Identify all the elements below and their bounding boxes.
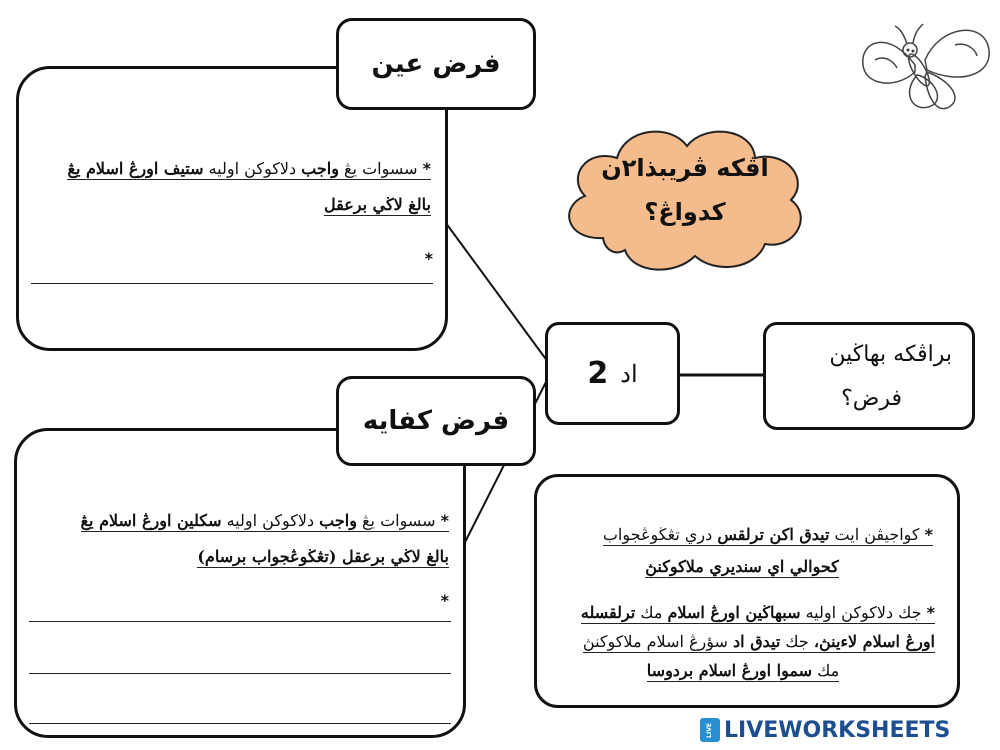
kifayah-def-b3: بالغ لاڬي برعقل (تڠڬوڠجواب برسام)	[197, 547, 449, 566]
ain-def-b3: بالغ لاڬي برعقل	[324, 195, 431, 214]
info2-b4: تيدق اد	[733, 632, 781, 651]
info2-b3: اورڠ اسلام لاءينڽ،	[813, 632, 935, 651]
info1-star: *	[924, 525, 933, 544]
question-line2: فرض؟	[841, 386, 902, 411]
fardu-ain-title: فرض عين	[336, 18, 536, 110]
question-line1: براڤكه بهاڬين	[829, 342, 952, 367]
ain-def-b1: واجب	[301, 159, 339, 178]
info-item-1	[551, 523, 933, 579]
ain-answer-line[interactable]	[31, 283, 433, 284]
kifayah-def-p2: دلاكوكن اوليه	[221, 511, 320, 530]
ain-def-p1: سسوات يڠ	[338, 159, 423, 178]
info2-b5: سموا اورڠ اسلام بردوسا	[646, 661, 813, 680]
fardu-ain-definition	[35, 157, 431, 217]
fardu-kifayah-panel	[14, 428, 466, 738]
kifayah-def-b2: سكلين اورڠ اسلام يڠ	[80, 511, 222, 530]
ain-def-b2: ستيف اورڠ اسلام يڠ	[67, 159, 204, 178]
center-prefix: اد	[620, 359, 638, 388]
center-count-box	[545, 322, 680, 425]
info2-p3: جك	[780, 632, 814, 651]
info2-b2: ترلقسله	[580, 603, 636, 622]
connector-ain	[440, 215, 548, 362]
kifayah-example-star: *	[440, 591, 449, 610]
ain-def-p2: دلاكوكن اوليه	[203, 159, 302, 178]
kifayah-answer-line-3[interactable]	[29, 723, 451, 724]
info1-b2: كحوالي اي سنديري ملاكوكنڽ	[645, 557, 839, 576]
kifayah-answer-line-1[interactable]	[29, 621, 451, 622]
liveworksheets-brand[interactable]	[700, 716, 950, 744]
center-number: 2	[587, 356, 609, 391]
info1-p1: كواجيڤن ايت	[829, 525, 925, 544]
ain-def-star: *	[422, 159, 431, 178]
kifayah-def-b1: واجب	[319, 511, 357, 530]
butterfly-icon	[855, 20, 995, 115]
info2-p1: جك دلاكوكن اوليه	[800, 603, 927, 622]
info2-p5: مك	[812, 661, 840, 680]
fardu-kifayah-title: فرض كفايه	[336, 376, 536, 466]
info2-p4: سؤرڠ اسلام ملاكوكنڽ	[582, 632, 734, 651]
cloud-question	[555, 118, 815, 278]
kifayah-def-star: *	[440, 511, 449, 530]
info2-star: *	[926, 603, 935, 622]
cloud-question-line1: اڤكه ڤريبذا٢ن	[601, 154, 769, 182]
info1-p2: دري تڠڬوڠجواب	[602, 525, 718, 544]
info1-b1: تيدق اكن ترلقس	[717, 525, 830, 544]
cloud-question-line2: كدواڠ؟	[644, 198, 726, 226]
info2-p2: مك	[635, 603, 668, 622]
fardu-kifayah-definition	[39, 509, 449, 569]
info-box	[534, 474, 960, 708]
ain-example-star: *	[424, 249, 433, 268]
brand-badge	[700, 718, 720, 742]
kifayah-answer-line-2[interactable]	[29, 673, 451, 674]
brand-text: LIVEWORKSHEETS	[724, 717, 951, 743]
info2-b1: سبهاڬين اورڠ اسلام	[667, 603, 801, 622]
kifayah-def-p1: سسوات يڠ	[356, 511, 441, 530]
brand-badge-text: LIVE	[706, 722, 713, 738]
info-item-2	[551, 601, 935, 682]
question-box	[763, 322, 975, 430]
